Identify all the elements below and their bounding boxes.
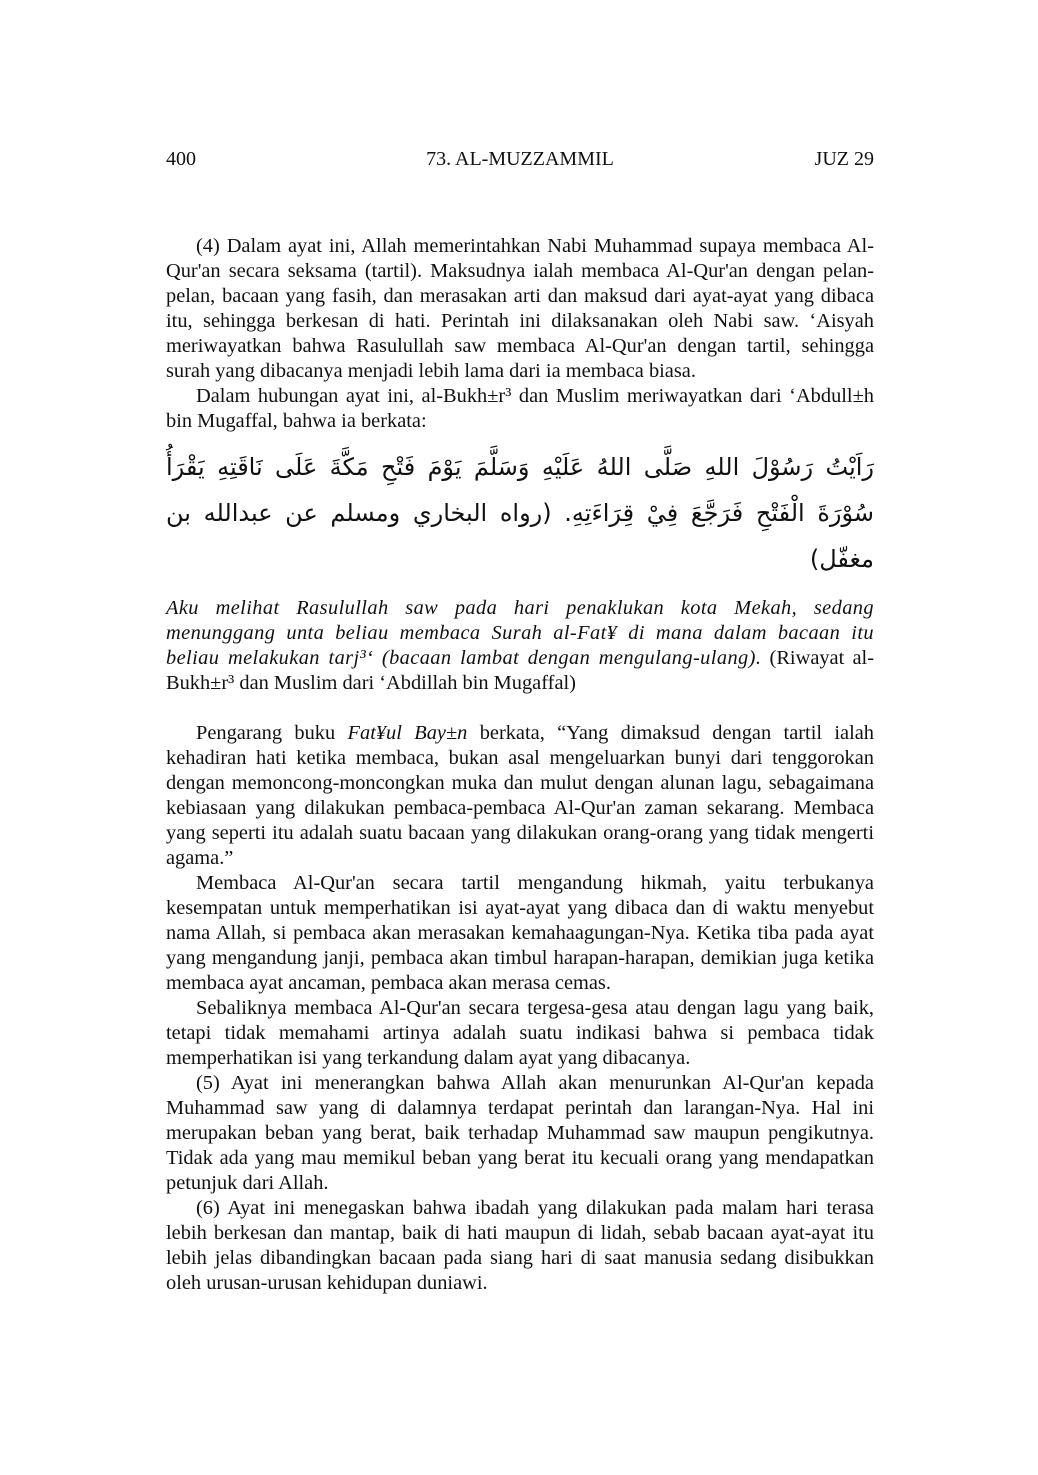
p3-before: Pengarang buku <box>196 722 348 744</box>
paragraph-fathul-bayan <box>166 721 874 871</box>
hadith-translation <box>166 596 874 696</box>
paragraph-verse-6: (6) Ayat ini menegaskan bahwa ibadah yang dilakukan pada malam hari terasa lebih berkesan dan mantap, baik di hati maupun di lidah, sebab bacaan ayat-ayat itu lebih jelas dibandingkan bacaan pada siang hari di saat manusia sedang disibukkan oleh urusan-urusan kehidupan duniawi. <box>166 1197 874 1294</box>
running-title: 73. AL-MUZZAMMIL <box>426 148 614 170</box>
page-number: 400 <box>166 148 196 170</box>
book-title: Fat¥ul Bay±n <box>347 722 468 744</box>
p3-after: berkata, “Yang dimaksud dengan tartil ialah kehadiran hati ketika membaca, bukan asal mengeluarkan bunyi dari tenggorokan dengan memoncong-moncongkan muka dan mulut dengan alunan lagu, sebagaimana kebiasaan yang dilakukan pembaca-pembaca Al-Qur'an zaman sekarang. Membaca yang seperti itu adalah suatu bacaan yang dilakukan orang-orang yang tidak mengerti agama.” <box>166 722 874 869</box>
translation-source: (Riwayat al-Bukh±r³ dan Muslim dari ‘Abdillah bin Mugaffal) <box>166 647 874 694</box>
page-body <box>166 234 874 1296</box>
juz-label: JUZ 29 <box>814 148 874 170</box>
paragraph-verse-5: (5) Ayat ini menerangkan bahwa Allah akan menurunkan Al-Qur'an kepada Muhammad saw yang di dalamnya terdapat perintah dan larangan-Nya. Hal ini merupakan beban yang berat, baik terhadap Muhammad saw maupun pengikutnya. Tidak ada yang mau memikul beban yang berat itu kecuali orang yang mendapatkan petunjuk dari Allah. <box>166 1072 874 1194</box>
section-spacer <box>166 696 874 721</box>
paragraph-tartil-wisdom: Membaca Al-Qur'an secara tartil mengandung hikmah, yaitu terbukanya kesempatan untuk memperhatikan isi ayat-ayat yang dibaca dan di waktu menyebut nama Allah, si pembaca akan merasakan kemahaagungan-Nya. Ketika tiba pada ayat yang mengandung janji, pembaca akan timbul harapan-harapan, demikian juga ketika membaca ayat ancaman, pembaca akan merasa cemas. <box>166 872 874 994</box>
paragraph-hasty-reading: Sebaliknya membaca Al-Qur'an secara tergesa-gesa atau dengan lagu yang baik, tetapi tidak memahami artinya adalah suatu indikasi bahwa si pembaca tidak memperhatikan isi yang terkandung dalam ayat yang dibacanya. <box>166 997 874 1069</box>
paragraph-verse-4: (4) Dalam ayat ini, Allah memerintahkan Nabi Muhammad supaya membaca Al-Qur'an secara seksama (tartil). Maksudnya ialah membaca Al-Qur'an dengan pelan-pelan, bacaan yang fasih, dan merasakan arti dan maksud dari ayat-ayat yang dibaca itu, sehingga berkesan di hati. Perintah ini dilaksanakan oleh Nabi saw. ‘Aisyah meriwayatkan bahwa Rasulullah saw membaca Al-Qur'an dengan tartil, sehingga surah yang dibacanya menjadi lebih lama dari ia membaca biasa. <box>166 235 874 382</box>
paragraph-hadith-intro: Dalam hubungan ayat ini, al-Bukh±r³ dan Muslim meriwayatkan dari ‘Abdull±h bin Mugaffal, bahwa ia berkata: <box>166 385 874 432</box>
translation-italic: Aku melihat Rasulullah saw pada hari penaklukan kota Mekah, sedang menunggang unta beliau membaca Surah al-Fat¥ di mana dalam bacaan itu beliau melakukan tarj³‘ (bacaan lambat dengan mengulang-ulang). <box>166 597 874 669</box>
page-header <box>166 146 874 172</box>
hadith-arabic-text: رَاَيْتُ رَسُوْلَ اللهِ صَلَّى اللهُ عَلَيْهِ وَسَلَّمَ يَوْمَ فَتْحِ مَكَّةَ عَلَى نَاقَتِهِ يَقْرَأُ سُوْرَةَ الْفَتْحِ فَرَجَّعَ فِيْ قِرَاءَتِهِ. (رواه البخاري ومسلم عن عبدالله بن مغفّل) <box>166 453 874 573</box>
